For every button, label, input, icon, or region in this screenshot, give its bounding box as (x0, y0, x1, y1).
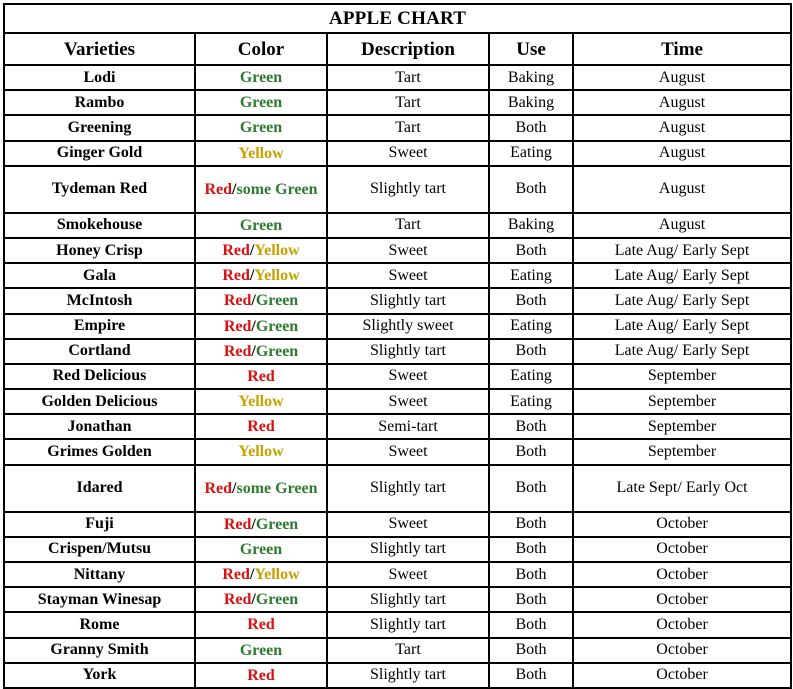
variety-cell: McIntosh (4, 288, 195, 313)
table-row (4, 389, 791, 414)
table-row (4, 90, 791, 115)
table-title: APPLE CHART (4, 4, 791, 33)
color-green: Green (239, 641, 283, 659)
variety-cell: Idared (4, 465, 195, 512)
color-green: Green (255, 515, 299, 533)
color-cell (195, 141, 327, 166)
description-cell: Sweet (327, 141, 489, 166)
time-cell: October (573, 663, 791, 688)
color-red: Red (223, 342, 252, 360)
use-cell: Both (489, 562, 573, 587)
time-cell: September (573, 414, 791, 439)
use-cell: Both (489, 439, 573, 464)
color-cell (195, 537, 327, 562)
color-cell (195, 213, 327, 238)
use-cell: Both (489, 663, 573, 688)
table-row (4, 612, 791, 637)
description-cell: Slightly sweet (327, 314, 489, 339)
header-color: Color (195, 33, 327, 65)
table-row (4, 587, 791, 612)
color-cell (195, 587, 327, 612)
time-cell: September (573, 389, 791, 414)
table-row (4, 663, 791, 688)
variety-cell: Nittany (4, 562, 195, 587)
color-cell (195, 638, 327, 663)
color-separator: / (249, 267, 255, 285)
use-cell: Both (489, 465, 573, 512)
use-cell: Both (489, 115, 573, 140)
time-cell: October (573, 512, 791, 537)
use-cell: Baking (489, 90, 573, 115)
variety-cell: Golden Delicious (4, 389, 195, 414)
use-cell: Both (489, 512, 573, 537)
color-separator: / (251, 317, 256, 335)
description-cell: Tart (327, 90, 489, 115)
use-cell: Both (489, 537, 573, 562)
variety-cell: Stayman Winesap (4, 587, 195, 612)
description-cell: Slightly tart (327, 465, 489, 512)
time-cell: August (573, 141, 791, 166)
time-cell: October (573, 612, 791, 637)
table-row (4, 115, 791, 140)
variety-cell: Tydeman Red (4, 166, 195, 213)
description-cell: Slightly tart (327, 339, 489, 364)
table-row (4, 562, 791, 587)
use-cell: Eating (489, 263, 573, 288)
variety-cell: Fuji (4, 512, 195, 537)
variety-cell: Granny Smith (4, 638, 195, 663)
variety-cell: Greening (4, 115, 195, 140)
variety-cell: Red Delicious (4, 364, 195, 389)
color-red: Red (222, 267, 250, 285)
variety-cell: Jonathan (4, 414, 195, 439)
header-row (4, 33, 791, 65)
color-green: Green (239, 216, 283, 234)
time-cell: October (573, 562, 791, 587)
color-yellow: Yellow (238, 393, 284, 411)
description-cell: Sweet (327, 389, 489, 414)
table-row (4, 238, 791, 263)
description-cell: Slightly tart (327, 166, 489, 213)
time-cell: August (573, 90, 791, 115)
description-cell: Tart (327, 115, 489, 140)
color-yellow: Yellow (254, 241, 300, 259)
description-cell: Slightly tart (327, 288, 489, 313)
color-red: Red (223, 591, 252, 609)
color-separator: / (251, 292, 256, 310)
time-cell: October (573, 537, 791, 562)
color-red: Red (247, 367, 275, 385)
use-cell: Baking (489, 213, 573, 238)
use-cell: Both (489, 238, 573, 263)
variety-cell: Empire (4, 314, 195, 339)
color-red: Red (247, 616, 275, 634)
color-green: Green (255, 292, 299, 310)
use-cell: Both (489, 166, 573, 213)
time-cell: August (573, 65, 791, 90)
color-yellow: Yellow (238, 144, 284, 162)
color-cell (195, 115, 327, 140)
color-red: Red (247, 418, 275, 436)
variety-cell: Rome (4, 612, 195, 637)
color-red: Red (247, 666, 275, 684)
use-cell: Both (489, 414, 573, 439)
color-cell (195, 314, 327, 339)
table-row (4, 638, 791, 663)
color-separator: / (251, 591, 256, 609)
color-yellow: Yellow (254, 566, 300, 583)
description-cell: Sweet (327, 512, 489, 537)
color-yellow: Yellow (238, 443, 284, 461)
variety-cell: Rambo (4, 90, 195, 115)
table-row (4, 414, 791, 439)
color-cell (195, 339, 327, 364)
color-cell (195, 288, 327, 313)
color-separator: / (249, 241, 255, 259)
color-red: Red (204, 479, 233, 497)
color-cell (195, 65, 327, 90)
table-body (4, 65, 791, 688)
time-cell: August (573, 213, 791, 238)
use-cell: Both (489, 339, 573, 364)
header-description: Description (327, 33, 489, 65)
color-cell (195, 414, 327, 439)
color-cell (195, 389, 327, 414)
description-cell: Slightly tart (327, 612, 489, 637)
table-row (4, 537, 791, 562)
description-cell: Sweet (327, 238, 489, 263)
color-separator: / (249, 566, 255, 583)
description-cell: Tart (327, 638, 489, 663)
color-cell (195, 512, 327, 537)
color-green: Green (255, 342, 299, 360)
table-row (4, 339, 791, 364)
description-cell: Sweet (327, 562, 489, 587)
time-cell: Late Aug/ Early Sept (573, 238, 791, 263)
color-cell (195, 612, 327, 637)
color-red: Red (204, 180, 233, 198)
table-row (4, 439, 791, 464)
color-red: Red (223, 292, 252, 310)
use-cell: Eating (489, 314, 573, 339)
variety-cell: Grimes Golden (4, 439, 195, 464)
color-green: some Green (236, 180, 318, 198)
color-separator: / (251, 515, 256, 533)
color-cell (195, 663, 327, 688)
color-cell (195, 465, 327, 512)
color-green: Green (255, 317, 299, 335)
header-varieties: Varieties (4, 33, 195, 65)
color-separator: / (232, 479, 237, 497)
color-cell (195, 238, 327, 263)
color-yellow: Yellow (254, 267, 300, 285)
variety-cell: Honey Crisp (4, 238, 195, 263)
color-separator: / (232, 180, 237, 198)
color-cell (195, 263, 327, 288)
table-row (4, 263, 791, 288)
description-cell: Tart (327, 213, 489, 238)
header-time: Time (573, 33, 791, 65)
use-cell: Eating (489, 364, 573, 389)
description-cell: Slightly tart (327, 537, 489, 562)
description-cell: Tart (327, 65, 489, 90)
color-red: Red (223, 515, 252, 533)
table-row (4, 288, 791, 313)
color-green: Green (239, 94, 283, 112)
use-cell: Both (489, 638, 573, 663)
time-cell: Late Aug/ Early Sept (573, 339, 791, 364)
header-use: Use (489, 33, 573, 65)
variety-cell: Crispen/Mutsu (4, 537, 195, 562)
color-cell (195, 364, 327, 389)
color-cell (195, 562, 327, 587)
color-red: Red (222, 566, 250, 583)
variety-cell: Lodi (4, 65, 195, 90)
color-red: Red (223, 317, 252, 335)
description-cell: Slightly tart (327, 587, 489, 612)
time-cell: August (573, 115, 791, 140)
color-cell (195, 439, 327, 464)
color-green: Green (239, 540, 283, 558)
time-cell: September (573, 439, 791, 464)
time-cell: October (573, 638, 791, 663)
apple-chart-table (3, 3, 792, 689)
color-green: Green (255, 591, 299, 609)
time-cell: August (573, 166, 791, 213)
time-cell: September (573, 364, 791, 389)
use-cell: Eating (489, 389, 573, 414)
variety-cell: Gala (4, 263, 195, 288)
color-red: Red (222, 241, 250, 259)
variety-cell: Ginger Gold (4, 141, 195, 166)
use-cell: Eating (489, 141, 573, 166)
description-cell: Sweet (327, 263, 489, 288)
time-cell: Late Aug/ Early Sept (573, 263, 791, 288)
color-green: Green (239, 119, 283, 137)
table-row (4, 141, 791, 166)
color-green: some Green (236, 479, 318, 497)
color-cell (195, 90, 327, 115)
use-cell: Both (489, 612, 573, 637)
color-cell (195, 166, 327, 213)
variety-cell: York (4, 663, 195, 688)
description-cell: Sweet (327, 364, 489, 389)
time-cell: Late Aug/ Early Sept (573, 314, 791, 339)
use-cell: Both (489, 587, 573, 612)
variety-cell: Cortland (4, 339, 195, 364)
table-row (4, 512, 791, 537)
use-cell: Baking (489, 65, 573, 90)
table-row (4, 465, 791, 512)
table-row (4, 65, 791, 90)
color-green: Green (239, 69, 283, 86)
apple-chart-document (3, 3, 790, 684)
table-row (4, 213, 791, 238)
table-row (4, 314, 791, 339)
time-cell: Late Sept/ Early Oct (573, 465, 791, 512)
time-cell: Late Aug/ Early Sept (573, 288, 791, 313)
description-cell: Semi-tart (327, 414, 489, 439)
description-cell: Slightly tart (327, 663, 489, 688)
table-row (4, 166, 791, 213)
table-row (4, 364, 791, 389)
variety-cell: Smokehouse (4, 213, 195, 238)
time-cell: October (573, 587, 791, 612)
color-separator: / (251, 342, 256, 360)
description-cell: Sweet (327, 439, 489, 464)
use-cell: Both (489, 288, 573, 313)
